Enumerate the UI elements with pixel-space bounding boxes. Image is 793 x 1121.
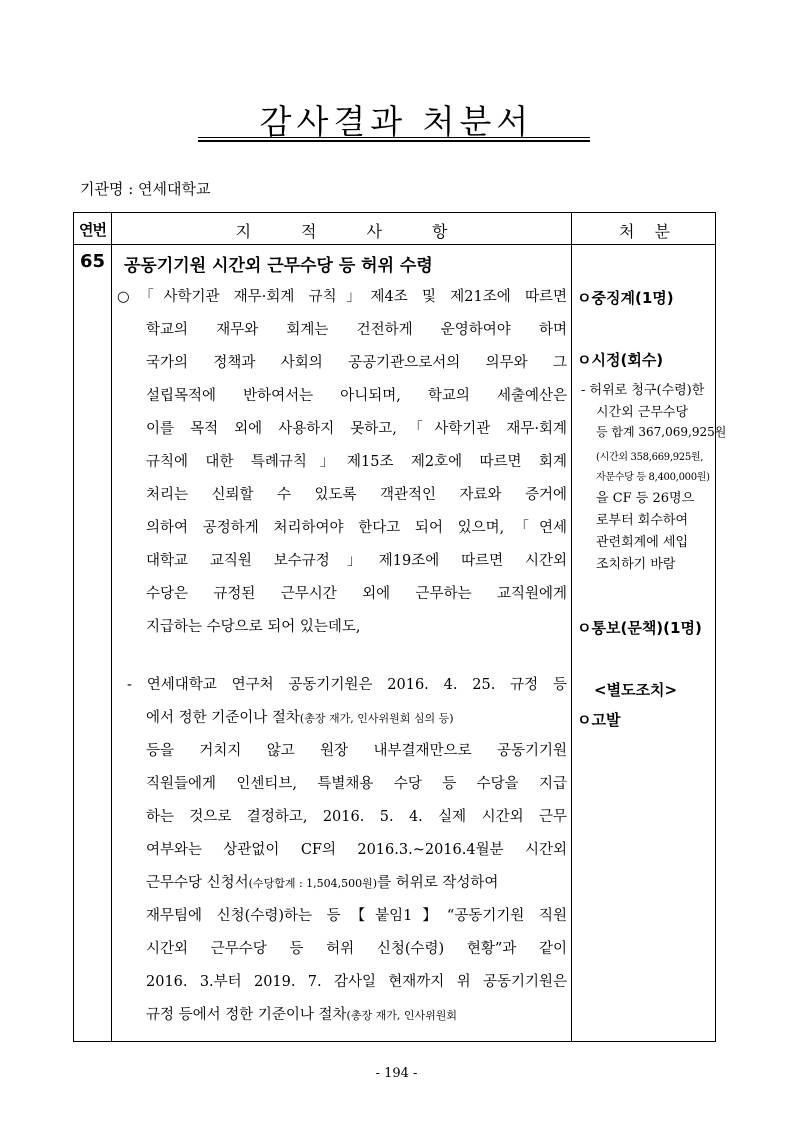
para1-line: 이를 목적 외에 사용하지 못하고,「사학기관 재무·회계 (146, 421, 567, 437)
para1-line: 국가의 정책과 사회의 공공기관으로서의 의무와 그 (146, 355, 567, 371)
header-number: 연번 (79, 221, 106, 239)
disposition-heavy-discipline: ㅇ중징계(1명) (577, 289, 674, 307)
para1-line: 대학교 교직원 보수규정」제19조에 따르면 시간외 (146, 553, 567, 569)
disposition-detail: 을 CF 등 26명으 (596, 491, 695, 506)
para1-line: 설립목적에 반하여서는 아니되며, 학교의 세출예산은 (146, 388, 567, 404)
disposition-prosecution: ㅇ고발 (577, 711, 621, 729)
para2-line: 등을 거치지 않고 원장 내부결재만으로 공동기기원 (146, 743, 567, 759)
case-heading: 공동기기원 시간외 근무수당 등 허위 수령 (124, 256, 433, 276)
disposition-detail: 조치하기 바람 (596, 557, 676, 572)
disposition-separate-heading: <별도조치> (594, 681, 678, 699)
para2-line: 재무팀에 신청(수령)하는 등【붙임1】“공동기기원 직원 (146, 908, 567, 924)
para2-note: (수당합계 : 1,504,500원) (248, 877, 378, 890)
header-findings-char: 사 (366, 222, 382, 241)
para2-line: 하는 것으로 결정하고, 2016. 5. 4. 실제 시간외 근무 (146, 809, 567, 825)
disposition-detail: 관련회계에 세입 (596, 535, 689, 550)
para1-line: 규칙에 대한 특례규칙」제15조 제2호에 따르면 회계 (146, 454, 567, 470)
para1-line: 처리는 신뢰할 수 있도록 객관적인 자료와 증거에 (146, 487, 567, 503)
disposition-notice: ㅇ통보(문책)(1명) (577, 619, 702, 637)
para2-line: 시간외 근무수당 등 허위 신청(수령) 현황”과 같이 (146, 941, 567, 957)
para2-text: 에서 정한 기준이나 절차 (146, 710, 300, 726)
page-number: - 194 - (375, 1066, 418, 1081)
para2-note: (총장 재가, 인사위원회 (346, 1009, 457, 1022)
para2-text: 를 허위로 작성하여 (377, 875, 499, 891)
para2-line: 2016. 3.부터 2019. 7. 감사일 현재까지 위 공동기기원은 (146, 974, 567, 990)
disposition-detail: 등 합계 367,069,925원 (596, 425, 727, 439)
para2-line: 직원들에게 인센티브, 특별채용 수당 등 수당을 지급 (146, 776, 567, 792)
header-disposition-char: 처 (619, 222, 635, 241)
header-divider (74, 244, 715, 245)
para2-line (146, 708, 453, 728)
disposition-detail: (시간외 358,669,925원, (596, 452, 704, 463)
header-disposition (572, 219, 717, 242)
disposition-correction: ㅇ시정(회수) (577, 351, 664, 369)
para1-line: 수당은 규정된 근무시간 외에 근무하는 교직원에게 (146, 586, 567, 602)
para2-note: (총장 재가, 인사위원회 심의 등) (299, 712, 454, 725)
header-findings-char: 지 (235, 222, 252, 241)
title-underline (198, 137, 590, 138)
document-title: 감사결과 처분서 (259, 102, 534, 141)
disposition-detail: 로부터 회수하여 (596, 513, 689, 528)
para1-line: 학교의 재무와 회계는 건전하게 운영하여야 하며 (146, 322, 567, 338)
para1-line: 지급하는 수당으로 되어 있는데도, (146, 619, 361, 635)
findings-table (73, 212, 727, 1042)
para2-line: 여부와는 상관없이 CF의 2016.3.~2016.4월분 시간외 (146, 842, 567, 858)
para1-line: ○「사학기관 재무·회계 규칙」제4조 및 제21조에 따르면 (117, 289, 567, 305)
header-findings-char: 항 (431, 222, 448, 241)
para2-text: 근무수당 신청서 (146, 875, 249, 891)
para2-line: - 연세대학교 연구처 공동기기원은 2016. 4. 25. 규정 등 (127, 677, 567, 693)
header-findings (112, 219, 571, 242)
para2-text: 규정 등에서 정한 기준이나 절차 (146, 1007, 347, 1023)
column-divider (571, 213, 572, 1041)
agency-name: 기관명 : 연세대학교 (80, 180, 211, 198)
disposition-detail: 자문수당 등 8,400,000원) (596, 472, 710, 483)
column-divider (111, 213, 112, 1041)
case-number: 65 (79, 251, 106, 272)
disposition-detail: - 허위로 청구(수령)한 (581, 383, 705, 398)
para1-line: 의하여 공정하게 처리하여야 한다고 되어 있으며,「연세 (146, 520, 567, 536)
disposition-detail: 시간외 근무수당 (596, 405, 689, 420)
title-underline-thick (198, 140, 590, 142)
header-findings-char: 적 (301, 222, 317, 241)
para2-line (146, 873, 498, 893)
header-disposition-char: 분 (654, 222, 670, 241)
para2-line (146, 1005, 457, 1025)
